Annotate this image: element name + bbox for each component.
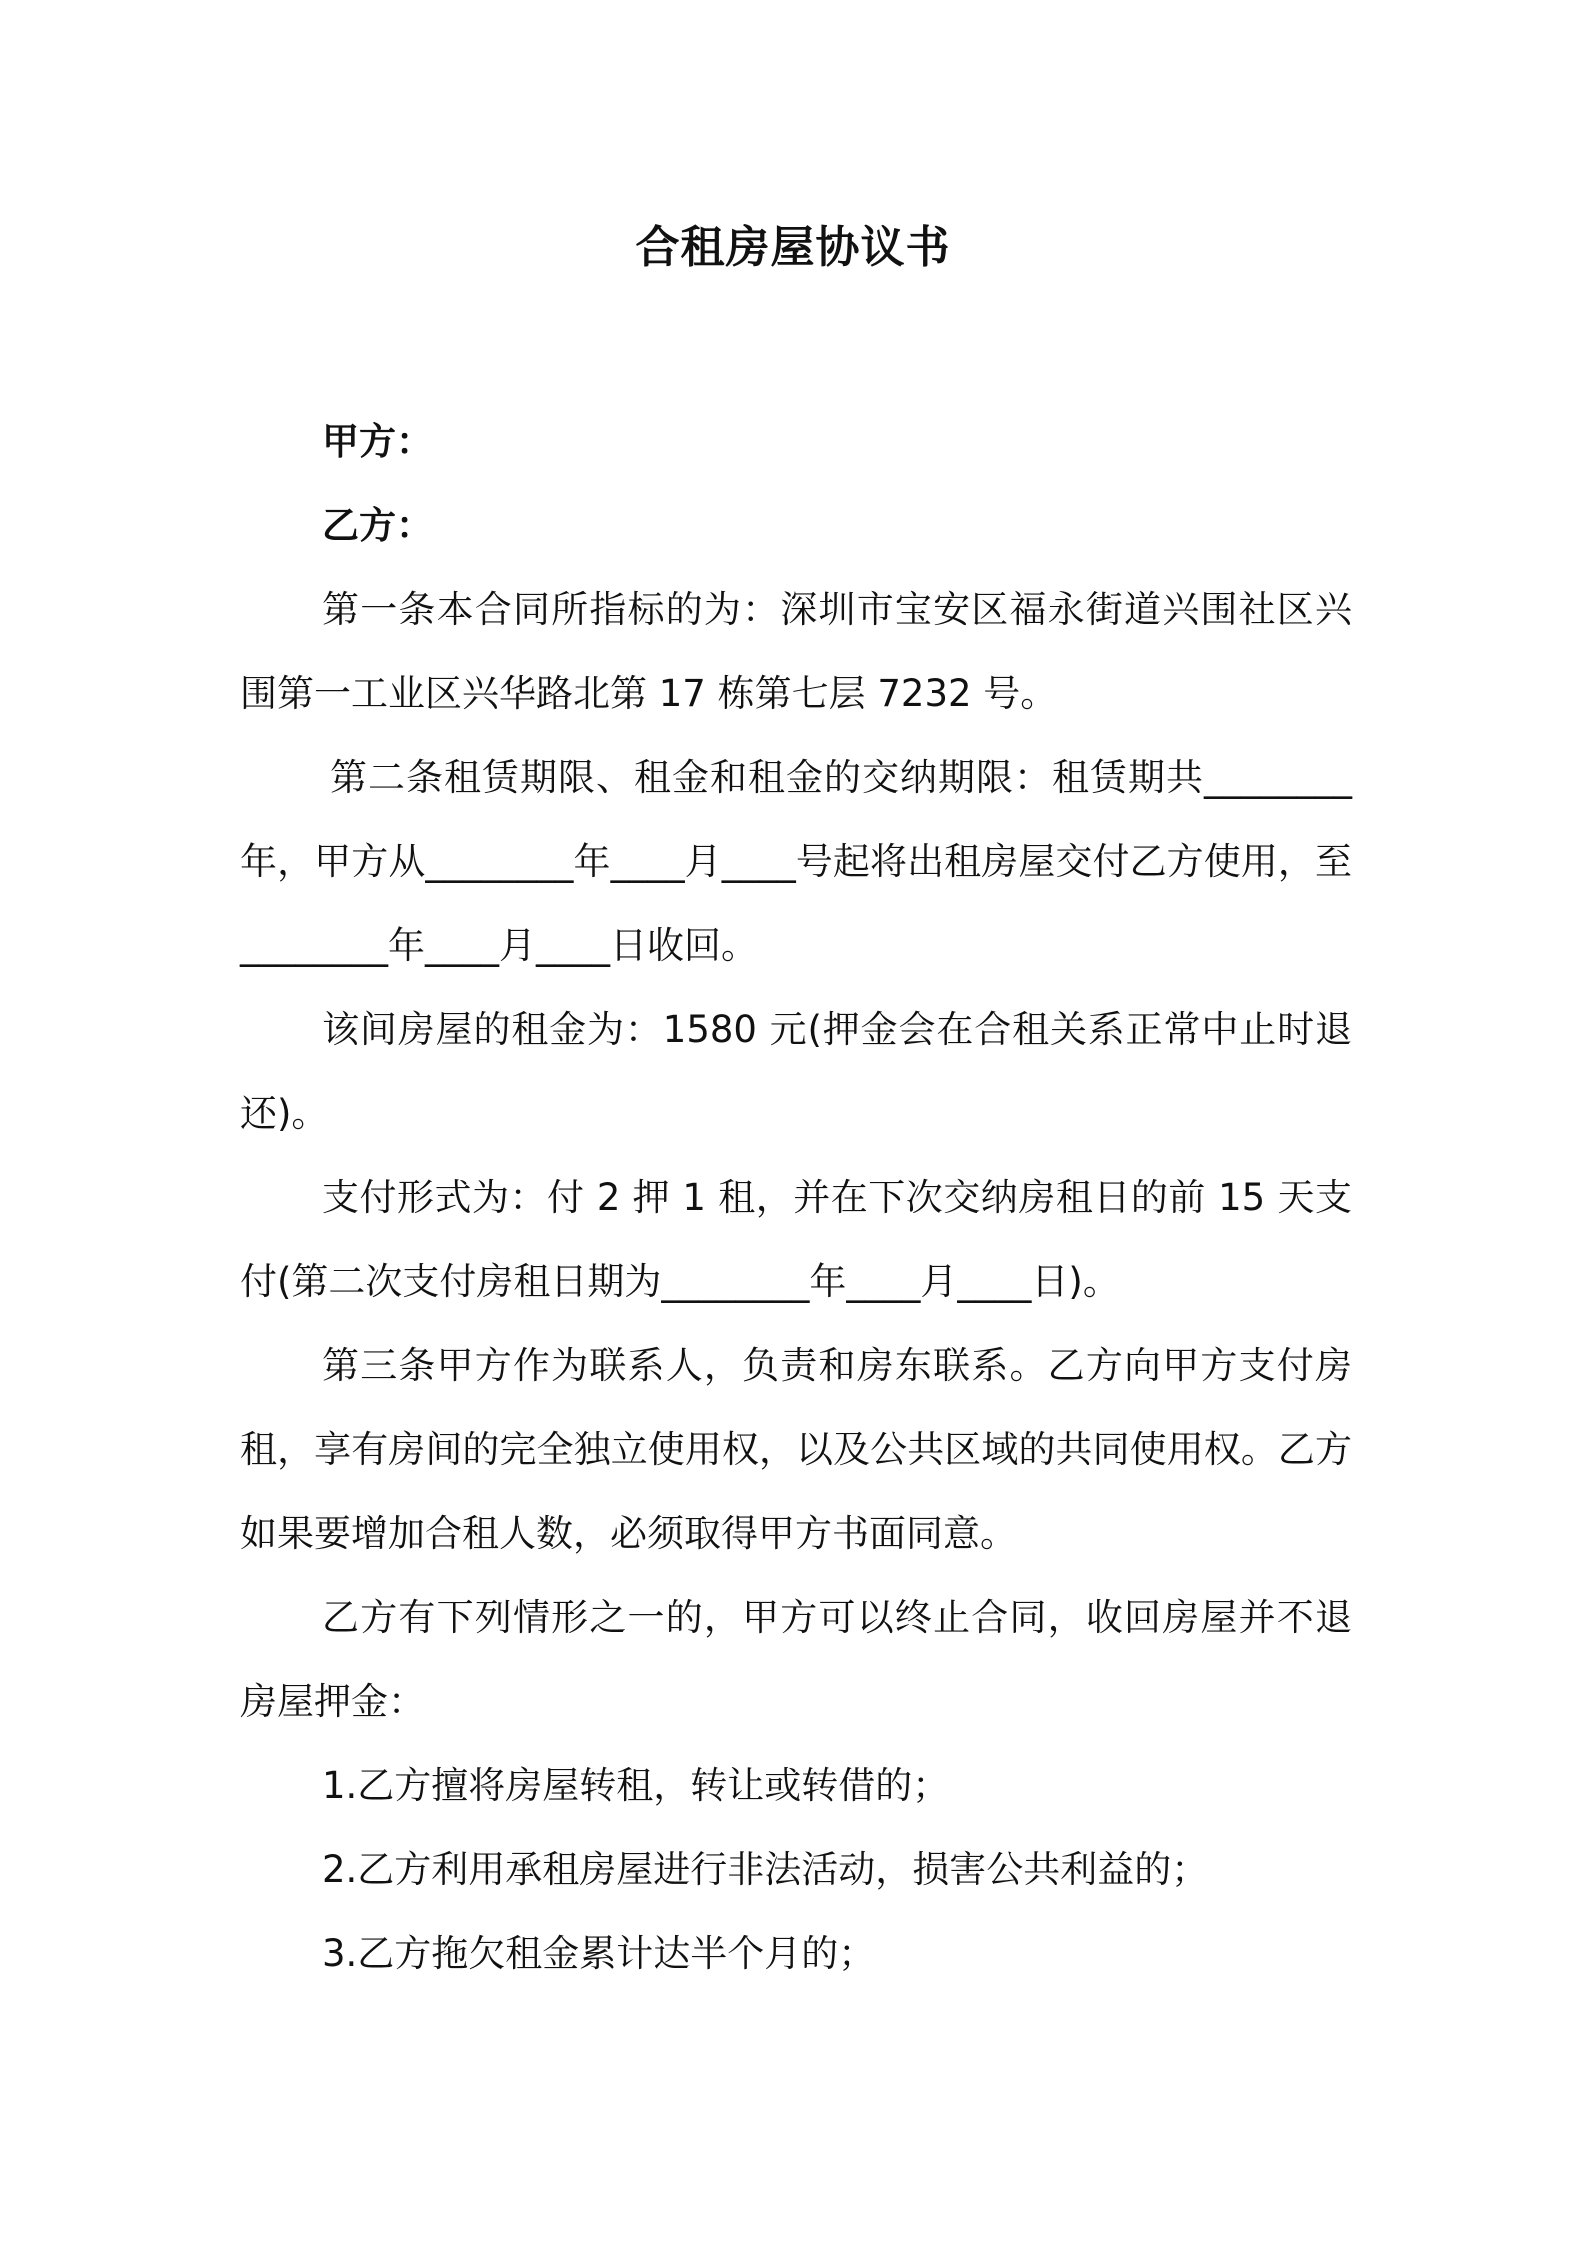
- article-1-paragraph: 第一条本合同所指标的为：深圳市宝安区福永街道兴围社区兴围第一工业区兴华路北第 17 栋第七层 7232 号。: [240, 588, 1352, 715]
- payment-method-paragraph: 支付形式为：付 2 押 1 租，并在下次交纳房租日的前 15 天支付(第二次支付房租日期为________年____月____日)。: [240, 1176, 1352, 1303]
- termination-item-1: 1.乙方擅将房屋转租，转让或转借的；: [322, 1764, 950, 1807]
- document-body: [240, 400, 1352, 1996]
- document-title: 合租房屋协议书: [635, 222, 951, 273]
- party-a-label: 甲方：: [322, 420, 433, 463]
- rent-amount-paragraph: 该间房屋的租金为：1580 元(押金会在合租关系正常中止时退还)。: [240, 1008, 1352, 1135]
- termination-item-3: 3.乙方拖欠租金累计达半个月的；: [322, 1932, 876, 1975]
- termination-item-2: 2.乙方利用承租房屋进行非法活动，损害公共利益的；: [322, 1848, 1209, 1891]
- article-2-paragraph: 第二条租赁期限、租金和租金的交纳期限：租赁期共________年，甲方从________年____月____号起将出租房屋交付乙方使用，至________年____月____日收回。: [240, 756, 1352, 967]
- article-3-paragraph: 第三条甲方作为联系人，负责和房东联系。乙方向甲方支付房租，享有房间的完全独立使用权，以及公共区域的共同使用权。乙方如果要增加合租人数，必须取得甲方书面同意。: [240, 1344, 1352, 1555]
- termination-intro-paragraph: 乙方有下列情形之一的，甲方可以终止合同，收回房屋并不退房屋押金：: [240, 1596, 1352, 1723]
- party-b-label: 乙方：: [322, 504, 433, 547]
